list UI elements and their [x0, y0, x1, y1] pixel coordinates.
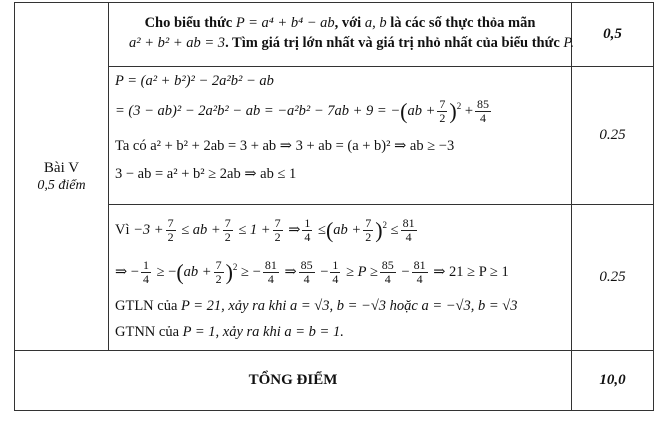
scoring-table [14, 2, 654, 411]
step1-line-4: 3 − ab = a² + b² ≥ 2ab ⇒ ab ≤ 1 [115, 166, 297, 182]
score-step2: 0.25 [572, 205, 654, 351]
score-statement: 0,5 [572, 3, 654, 67]
statement-line-2: a² + b² + ab = 3. Tìm giá trị lớn nhất và giá trị nhỏ nhất của biểu thức P. [129, 35, 575, 51]
total-row [15, 351, 654, 411]
problem-number: Bài V [43, 159, 80, 176]
total-score: 10,0 [572, 351, 654, 411]
gtln-line: GTLN của P = 21, xảy ra khi a = √3, b = −√3 hoặc a = −√3, b = √3 [115, 298, 518, 314]
statement-line-1: Cho biểu thức P = a⁴ + b⁴ − ab, với a, b là các số thực thỏa mãn [144, 15, 536, 31]
problem-statement [109, 3, 575, 67]
step1-line-3: Ta có a² + b² + 2ab = 3 + ab ⇒ 3 + ab = (a + b)² ⇒ ab ≥ −3 [115, 138, 455, 154]
total-label: TỔNG ĐIỂM [15, 351, 572, 411]
problem-label-cell [15, 3, 109, 351]
expression-p: P = a⁴ + b⁴ − ab [235, 15, 335, 31]
fraction-85-4: $\frac{85}{4}$ [477, 97, 490, 126]
step2-line-1: Vì −3 + $\frac{7}{2}$ ≤ ab + $\frac{7}{2}$ ≤ 1 + $\frac{7}{2}$ ⇒ $\frac{1}{4}$ ≤(ab + $\frac{7}{2}$ )$^2$ ≤ $\frac{81}{4}$ [115, 216, 415, 245]
fraction-7-2: $\frac{7}{2}$ [439, 97, 446, 126]
step1-row [15, 67, 654, 205]
step1-cell [109, 67, 572, 205]
problem-points: 0,5 điểm [37, 177, 86, 193]
step1-line-2: = (3 − ab)² − 2a²b² − ab = −a²b² − 7ab + 9 = −(ab + $\frac{7}{2}$ )$^2$ + $\frac{85}{4}$ [115, 97, 490, 126]
step2-line-2: ⇒ − $\frac{1}{4}$ ≥ −(ab + $\frac{7}{2}$ )$^2$ ≥ − $\frac{81}{4}$ ⇒ $\frac{85}{4}$ − $\frac{1}{4}$ ≥ P ≥ $\frac{85}{4}$ − $\frac{81}{4}$ ⇒ 21 ≥ P ≥ 1 [115, 258, 509, 287]
step2-cell [109, 205, 572, 351]
step1-line-1: P = (a² + b²)² − 2a²b² − ab [115, 73, 274, 89]
problem-row [15, 3, 654, 67]
step2-row [15, 205, 654, 351]
condition: a² + b² + ab = 3 [129, 35, 226, 51]
gtnn-line: GTNN của P = 1, xảy ra khi a = b = 1. [115, 324, 344, 340]
score-step1: 0.25 [572, 67, 654, 205]
